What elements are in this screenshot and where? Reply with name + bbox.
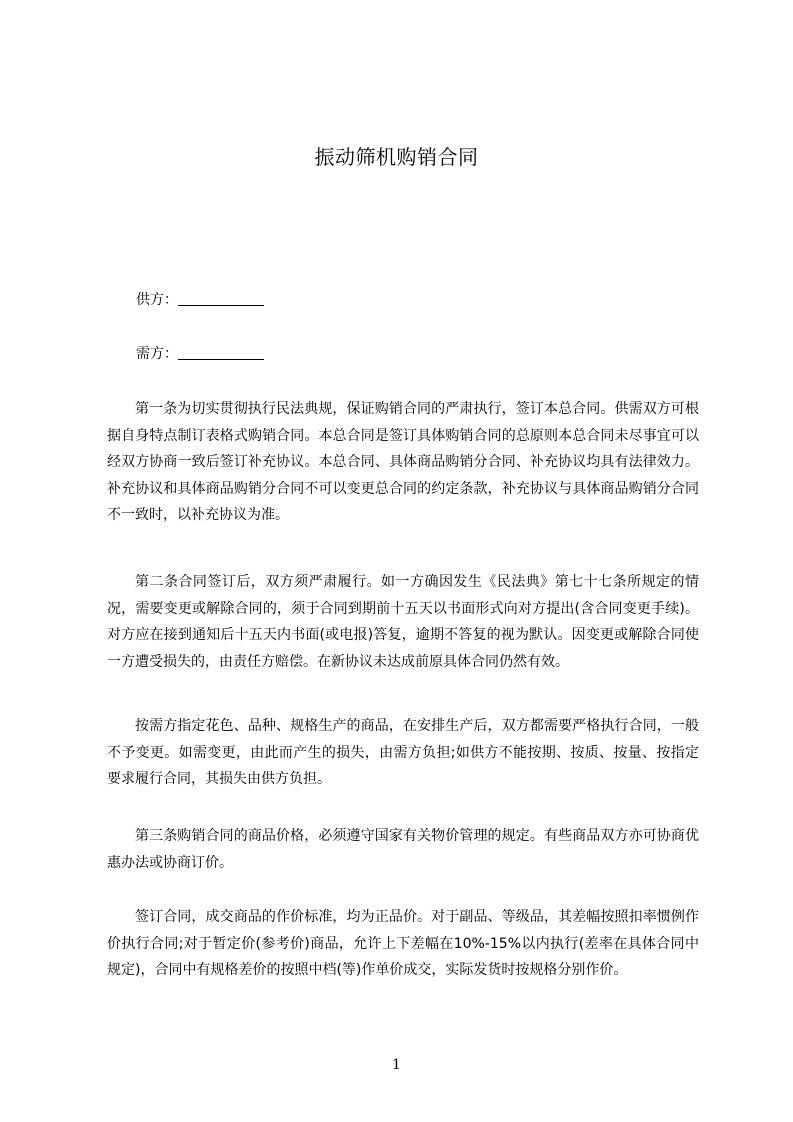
paragraph-pricing: 签订合同，成交商品的作价标准，均为正品价。对于副品、等级品，其差幅按照扣率惯例作价执行合同;对于暂定价(参考价)商品，允许上下差幅在10%-15%以内执行(差率在具体合同中规定)，合同中有规格差价的按照中档(等)作单价成交，实际发货时按规格分别作价。 <box>107 909 699 979</box>
paragraph-article-1: 第一条为切实贯彻执行民法典规，保证购销合同的严肃执行，签订本总合同。供需双方可根据自身特点制订表格式购销合同。本总合同是签订具体购销合同的总原则本总合同未尽事宜可以经双方协商一致后签订补充协议。本总合同、具体商品购销分合同、补充协议均具有法律效力。补充协议和具体商品购销分合同不可以变更总合同的约定条款，补充协议与具体商品购销分合同不一致时，以补充协议为准。 <box>107 401 699 524</box>
document-title: 振动筛机购销合同 <box>314 145 479 169</box>
supplier-label: 供方： <box>136 292 178 308</box>
buyer-label: 需方： <box>136 346 178 362</box>
supplier-line <box>136 290 264 310</box>
supplier-blank <box>178 290 264 306</box>
buyer-line <box>136 344 264 364</box>
paragraph-custom-goods: 按需方指定花色、品种、规格生产的商品，在安排生产后，双方都需要严格执行合同，一般不予变更。如需变更，由此而产生的损失，由需方负担;如供方不能按期、按质、按量、按指定要求履行合同，其损失由供方负担。 <box>107 718 699 788</box>
paragraph-article-2: 第二条合同签订后，双方须严肃履行。如一方确因发生《民法典》第七十七条所规定的情况，需要变更或解除合同的，须于合同到期前十五天以书面形式向对方提出(含合同变更手续)。对方应在接到通知后十五天内书面(或电报)答复，逾期不答复的视为默认。因变更或解除合同使一方遭受损失的，由责任方赔偿。在新协议未达成前原具体合同仍然有效。 <box>107 574 699 670</box>
page-number: 1 <box>392 1057 401 1073</box>
buyer-blank <box>178 344 264 360</box>
paragraph-article-3: 第三条购销合同的商品价格，必须遵守国家有关物价管理的规定。有些商品双方亦可协商优惠办法或协商订价。 <box>107 828 699 871</box>
